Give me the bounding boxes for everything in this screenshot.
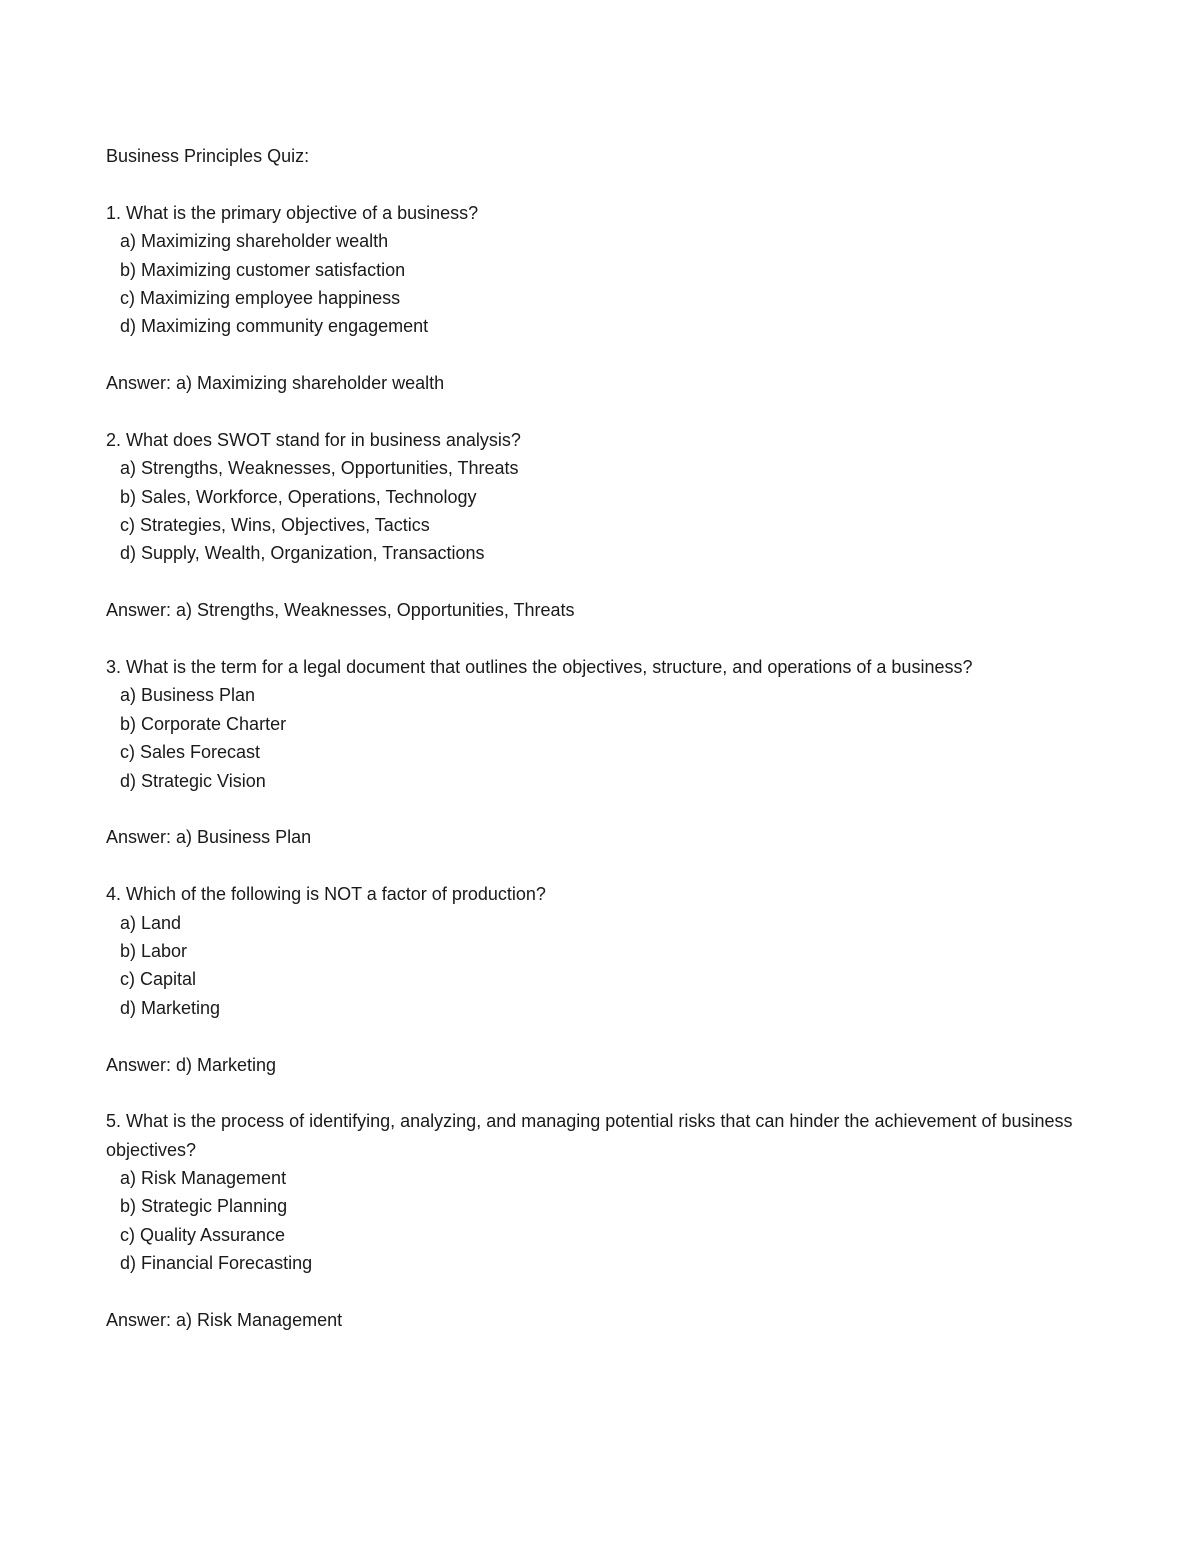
option-a: a) Strengths, Weaknesses, Opportunities, Threats (120, 458, 519, 479)
question-block-3 (106, 653, 1106, 880)
option-d: d) Supply, Wealth, Organization, Transactions (120, 543, 485, 564)
option-c: c) Strategies, Wins, Objectives, Tactics (120, 515, 430, 536)
question-block-5 (106, 1107, 1106, 1334)
spacer (106, 1079, 1106, 1107)
option-b: b) Maximizing customer satisfaction (120, 259, 406, 280)
question-text: 2. What does SWOT stand for in business analysis? (106, 429, 521, 450)
option-a: a) Business Plan (120, 685, 256, 706)
answer-text: Answer: a) Risk Management (106, 1310, 343, 1331)
option-d: d) Strategic Vision (120, 770, 266, 791)
spacer (106, 625, 1106, 653)
question-block-4 (106, 880, 1106, 1107)
option-b: b) Labor (120, 940, 188, 961)
spacer (106, 568, 1106, 596)
document-page (106, 142, 1106, 1334)
option-b: b) Strategic Planning (120, 1196, 288, 1217)
question-text: 1. What is the primary objective of a business? (106, 202, 479, 223)
option-c: c) Capital (120, 969, 197, 990)
option-a: a) Risk Management (120, 1168, 287, 1189)
option-b: b) Sales, Workforce, Operations, Technology (120, 486, 477, 507)
spacer (106, 852, 1106, 880)
spacer (106, 1278, 1106, 1306)
option-d: d) Financial Forecasting (120, 1253, 313, 1274)
option-c: c) Maximizing employee happiness (120, 287, 401, 308)
option-b: b) Corporate Charter (120, 713, 287, 734)
question-block-1 (106, 199, 1106, 426)
option-a: a) Land (120, 912, 182, 933)
spacer (106, 1022, 1106, 1050)
spacer (106, 170, 1106, 198)
question-text: 5. What is the process of identifying, analyzing, and managing potential risks that can hinder the achievement of business objectives? (106, 1111, 1073, 1160)
option-a: a) Maximizing shareholder wealth (120, 231, 389, 252)
question-text: 4. Which of the following is NOT a factor of production? (106, 884, 546, 905)
answer-text: Answer: a) Maximizing shareholder wealth (106, 373, 445, 394)
spacer (106, 341, 1106, 369)
option-d: d) Maximizing community engagement (120, 316, 429, 337)
option-c: c) Sales Forecast (120, 742, 261, 763)
question-block-2 (106, 426, 1106, 653)
answer-text: Answer: d) Marketing (106, 1054, 277, 1075)
question-text: 3. What is the term for a legal document that outlines the objectives, structure, and operations of a business? (106, 657, 973, 678)
spacer (106, 398, 1106, 426)
option-d: d) Marketing (120, 997, 221, 1018)
document-title: Business Principles Quiz: (106, 146, 310, 166)
answer-text: Answer: a) Strengths, Weaknesses, Opportunities, Threats (106, 600, 575, 621)
option-c: c) Quality Assurance (120, 1224, 286, 1245)
answer-text: Answer: a) Business Plan (106, 827, 312, 848)
spacer (106, 795, 1106, 823)
